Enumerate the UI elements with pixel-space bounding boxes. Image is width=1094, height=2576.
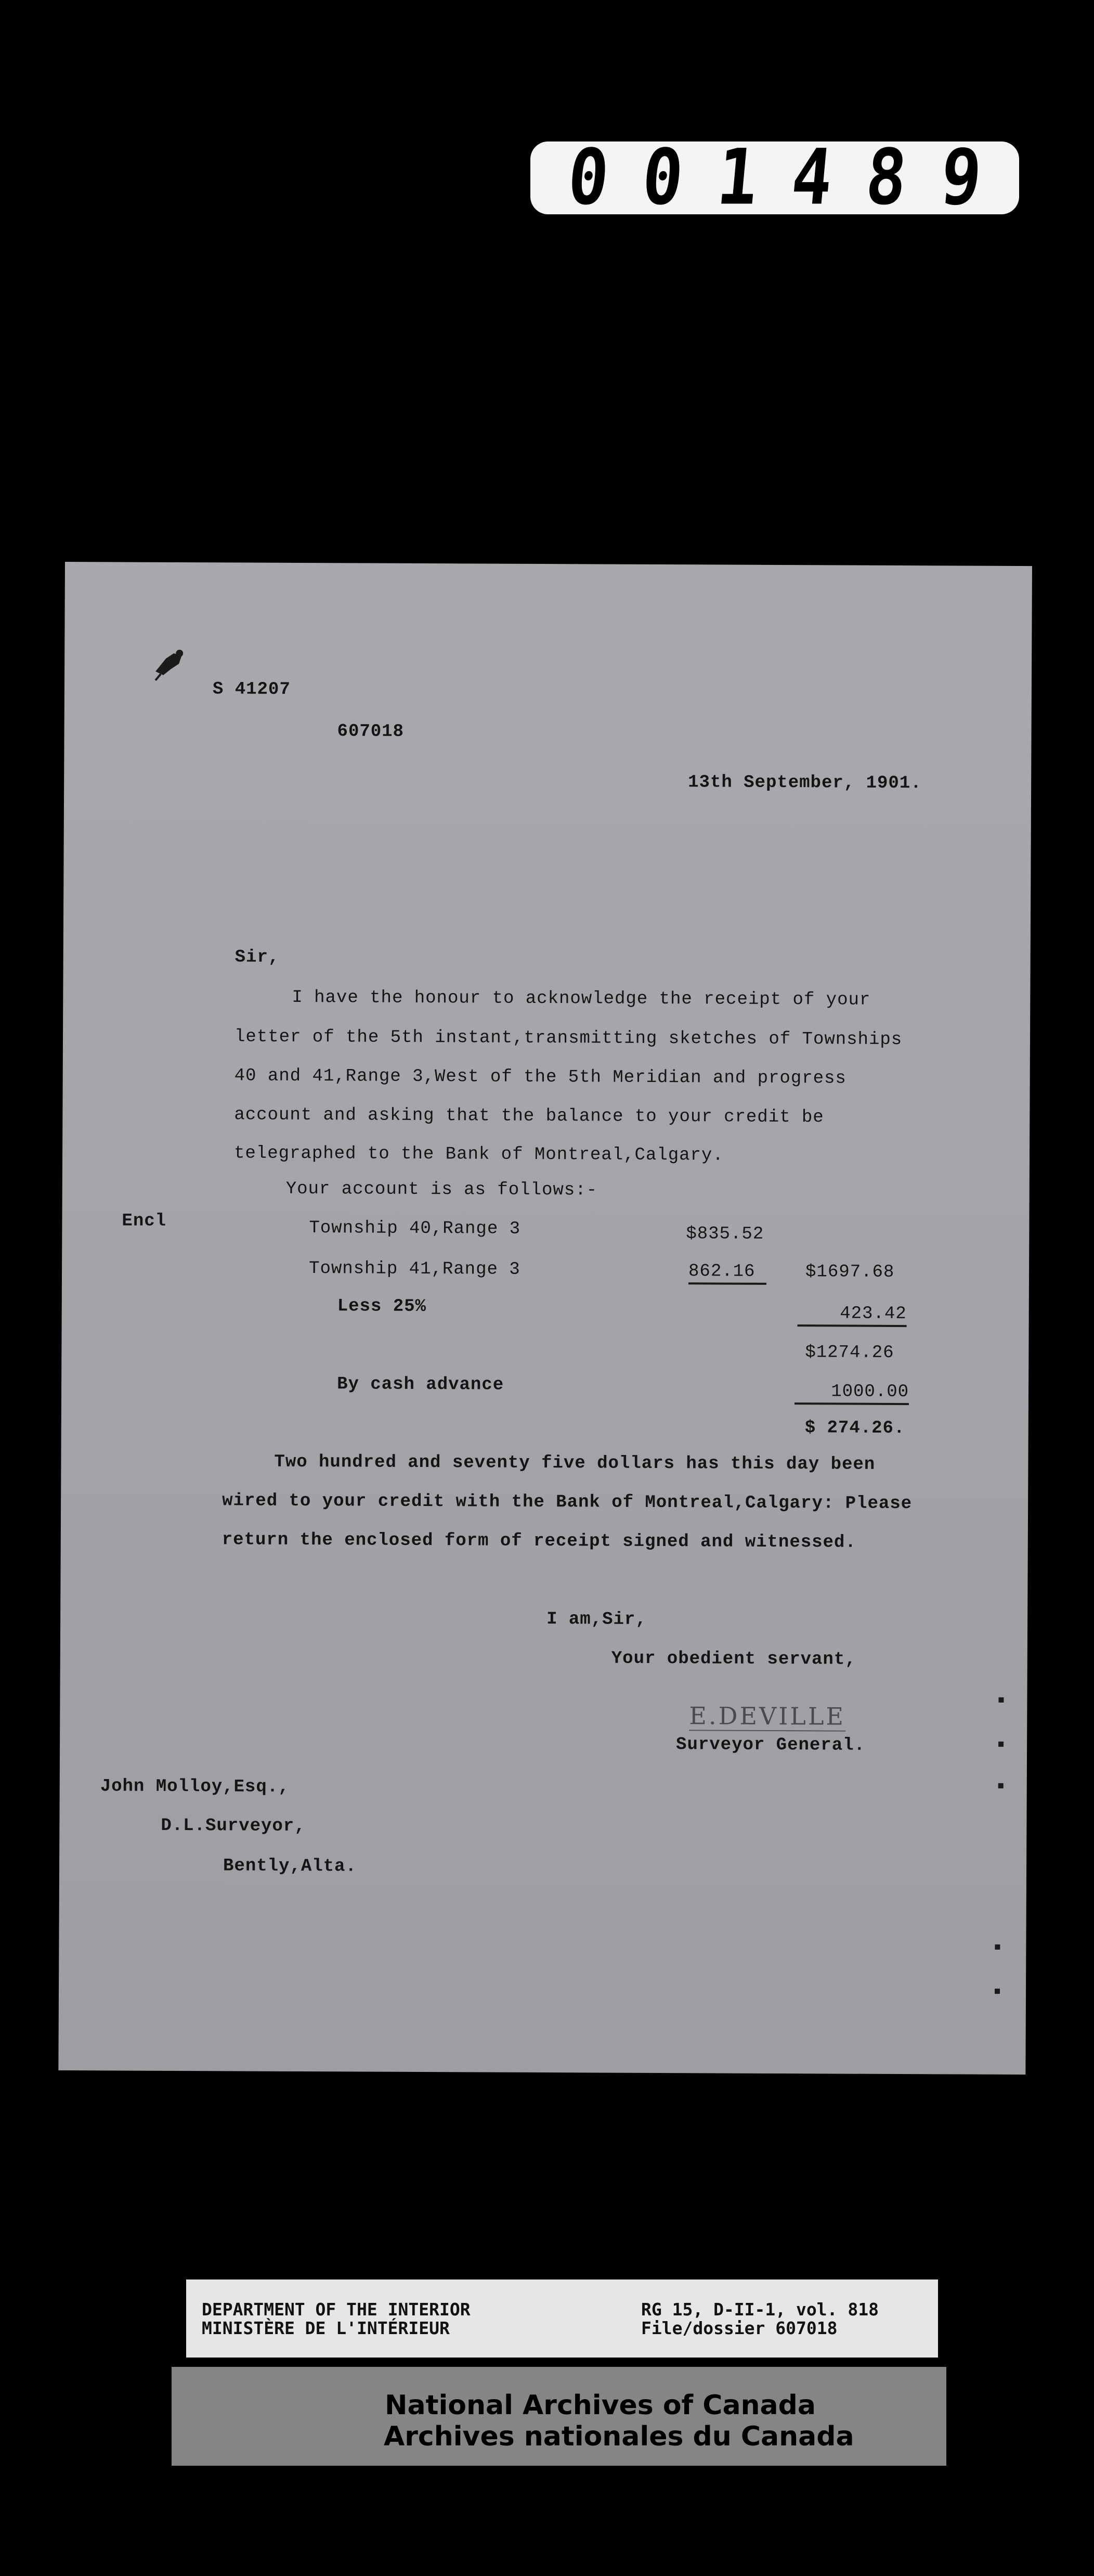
frame-counter (530, 133, 1019, 223)
account-intro: Your account is as follows:- (285, 1179, 598, 1201)
reference-number: S 41207 (212, 679, 291, 700)
record-group: RG 15, D-II-1, vol. 818 (641, 2299, 879, 2320)
archives-english: National Archives of Canada (385, 2390, 816, 2421)
body-line: I have the honour to acknowledge the receipt of your (292, 987, 871, 1010)
account-item-label: Township 40,Range 3 (309, 1218, 521, 1239)
letter-page (58, 562, 1032, 2075)
account-item-amount: $835.52 (686, 1224, 764, 1244)
punch-hole (995, 1944, 1000, 1950)
body-line: telegraphed to the Bank of Montreal,Calgary. (233, 1143, 724, 1166)
signature-stamp: E.DEVILLE (689, 1702, 846, 1731)
frame-digit: 4 (788, 133, 837, 223)
signer-title: Surveyor General. (676, 1735, 866, 1756)
punch-hole (995, 1989, 1000, 1994)
enclosure-note: Encl (122, 1211, 167, 1231)
account-item-label: Township 41,Range 3 (308, 1259, 520, 1280)
archives-banner (172, 2367, 946, 2466)
body-line: 40 and 41,Range 3,West of the 5th Meridian and progress (234, 1066, 846, 1089)
punch-hole (998, 1783, 1004, 1788)
letter-date: 13th September, 1901. (688, 772, 922, 794)
balance-amount: $ 274.26. (804, 1418, 905, 1439)
net-amount: $1274.26 (805, 1343, 894, 1363)
addressee-line: D.L.Surveyor, (161, 1815, 306, 1837)
cash-advance-amount: 1000.00 (795, 1382, 909, 1405)
closing-line: wired to your credit with the Bank of Montreal,Calgary: Please (222, 1491, 913, 1514)
cash-advance-label: By cash advance (337, 1374, 504, 1395)
closing-servant: Your obedient servant, (611, 1648, 856, 1670)
salutation: Sir, (235, 947, 280, 968)
addressee-line: Bently,Alta. (223, 1856, 357, 1877)
archive-reference-label (186, 2279, 938, 2358)
deduction-label: Less 25% (337, 1296, 427, 1317)
subtotal-amount: $1697.68 (805, 1262, 895, 1282)
punch-hole (998, 1697, 1004, 1703)
deduction-amount: 423.42 (798, 1304, 907, 1327)
file-number: 607018 (337, 722, 405, 742)
file-dossier: File/dossier 607018 (641, 2318, 838, 2338)
frame-digit: 0 (564, 133, 613, 223)
frame-digit: 0 (639, 133, 687, 223)
closing-line: Two hundred and seventy five dollars has this day been (274, 1452, 876, 1475)
closing-phrase: I am,Sir, (546, 1609, 647, 1630)
frame-digit: 9 (936, 133, 985, 223)
frame-digit: 8 (862, 133, 911, 223)
punch-hole (998, 1742, 1004, 1747)
frame-digit: 1 (713, 133, 762, 223)
department-french: MINISTÈRE DE L'INTÉRIEUR (202, 2318, 450, 2338)
registry-stamp-icon (150, 643, 192, 685)
department-english: DEPARTMENT OF THE INTERIOR (202, 2299, 471, 2320)
archives-french: Archives nationales du Canada (384, 2421, 854, 2452)
closing-line: return the enclosed form of receipt signed and witnessed. (222, 1530, 856, 1553)
body-line: letter of the 5th instant,transmitting sketches of Townships (234, 1027, 903, 1050)
body-line: account and asking that the balance to your credit be (234, 1105, 824, 1128)
account-item-amount: 862.16 (688, 1261, 766, 1285)
addressee-line: John Molloy,Esq., (100, 1776, 290, 1797)
